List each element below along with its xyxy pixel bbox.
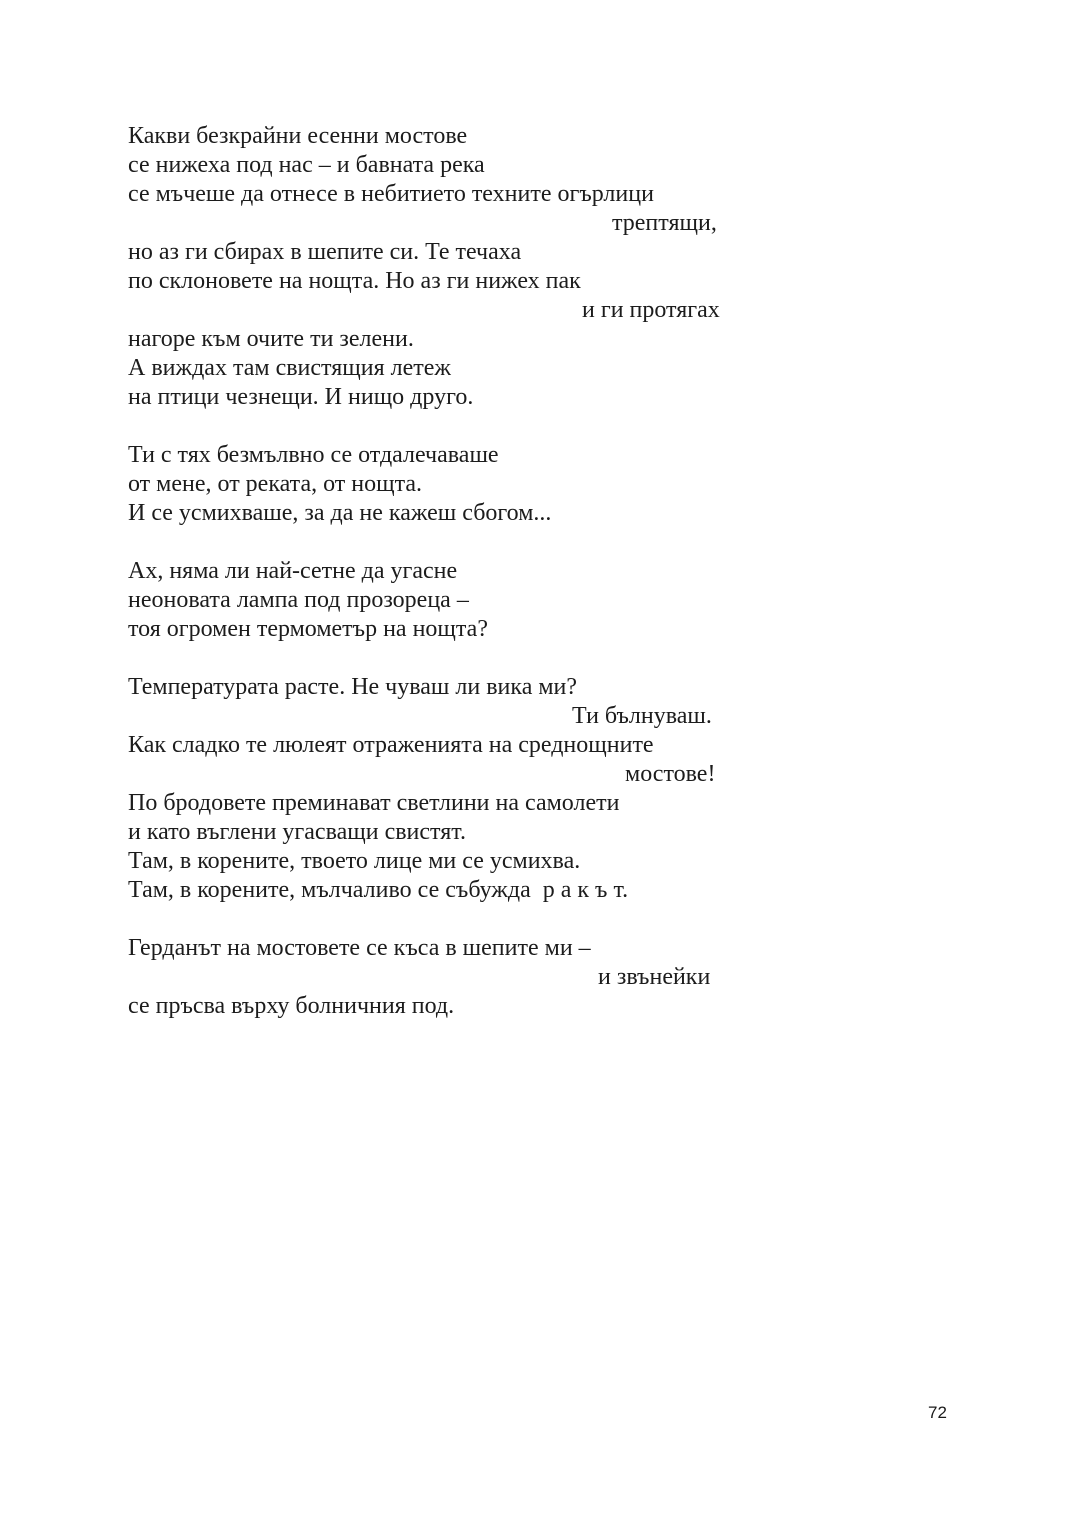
poem-line: и ги протягах xyxy=(582,297,720,323)
poem-line: Герданът на мостовете се къса в шепите ми – xyxy=(128,935,591,961)
poem-line: Ах, няма ли най-сетне да угасне xyxy=(128,558,458,584)
poem-line: Ти бълнуваш. xyxy=(572,703,712,729)
poem-line: нагоре към очите ти зелени. xyxy=(128,326,414,352)
poem-line: по склоновете на нощта. Но аз ги нижех пак xyxy=(128,268,581,294)
poem-line: и звънейки xyxy=(598,964,711,990)
poem-line: И се усмихваше, за да не кажеш сбогом... xyxy=(128,500,552,526)
poem-blank-line xyxy=(128,905,720,934)
poem-blank-line xyxy=(128,412,720,441)
poem-line: Температурата расте. Не чуваш ли вика ми? xyxy=(128,674,578,700)
poem-line: от мене, от реката, от нощта. xyxy=(128,471,423,497)
poem-line: Ти с тях безмълвно се отдалечаваше xyxy=(128,442,499,468)
poem-line: и като въглени угасващи свистят. xyxy=(128,819,466,845)
poem-body xyxy=(128,122,720,1021)
poem-line: се нижеха под нас – и бавната река xyxy=(128,152,485,178)
poem-blank-line xyxy=(128,528,720,557)
poem-line: се пръсва върху болничния под. xyxy=(128,993,455,1019)
poem-line: се мъчеше да отнесе в небитието техните огърлици xyxy=(128,181,654,207)
poem-line: А виждах там свистящия летеж xyxy=(128,355,451,381)
poem-line: на птици чезнещи. И нищо друго. xyxy=(128,384,474,410)
poem-line: По бродовете преминават светлини на самолети xyxy=(128,790,620,816)
poem-line: мостове! xyxy=(625,761,716,787)
poem-line: Как сладко те люлеят отраженията на среднощните xyxy=(128,732,654,758)
poem-line: Там, в корените, мълчаливо се събужда р а к ъ т. xyxy=(128,877,629,903)
poem-line: неоновата лампа под прозореца – xyxy=(128,587,469,613)
poem-line: но аз ги сбирах в шепите си. Те течаха xyxy=(128,239,522,265)
page-number: 72 xyxy=(928,1403,947,1422)
poem-blank-line xyxy=(128,644,720,673)
poem-line: Там, в корените, твоето лице ми се усмихва. xyxy=(128,848,581,874)
poem-line: Какви безкрайни есенни мостове xyxy=(128,123,468,149)
poem-line: трептящи, xyxy=(612,210,717,236)
poem-line: тоя огромен термометър на нощта? xyxy=(128,616,488,642)
